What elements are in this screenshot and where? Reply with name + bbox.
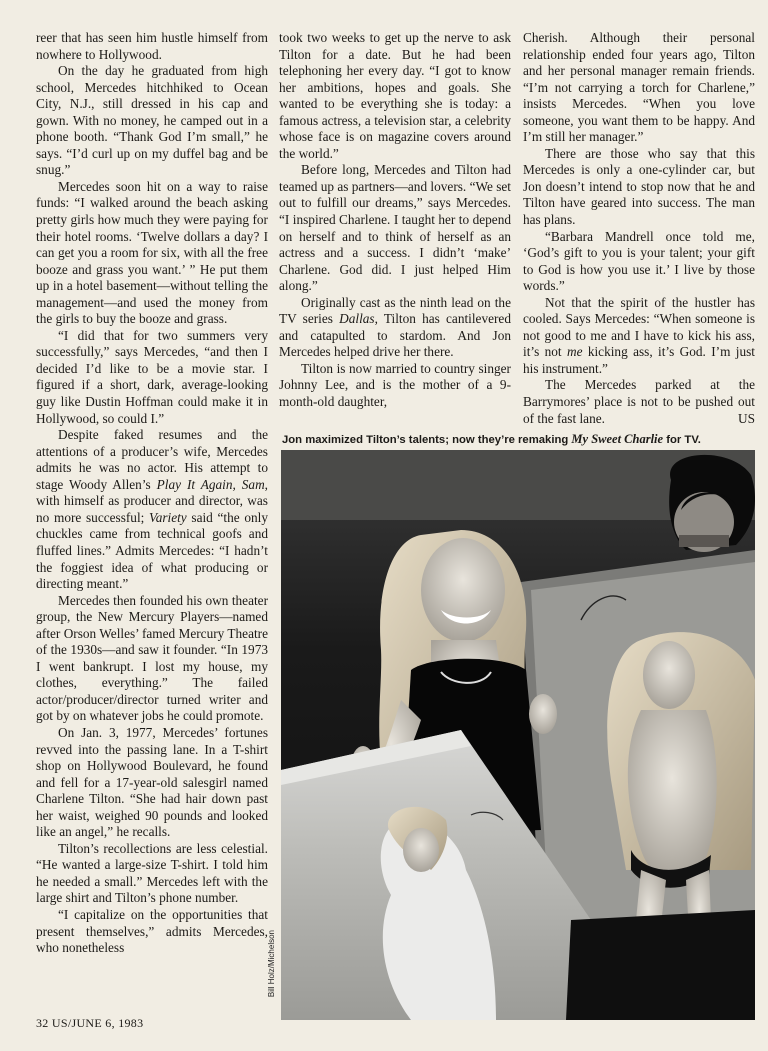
article-paragraph: Mercedes then founded his own theater group, the New Mercury Players—named after Orson Welles’ famed Mercury Theatre of the 1930s—and saw it founder. “In 1973 I went bankrupt. I lost my house, my clothes, everything.” The failed actor/producer/director turned writer and got by on whatever jobs he could promote. bbox=[36, 592, 268, 724]
photo bbox=[281, 450, 755, 1020]
caption-show-title: My Sweet Charlie bbox=[571, 432, 664, 446]
caption-text: Jon maximized Tilton’s talents; now they’re remaking bbox=[282, 434, 572, 446]
article-column-2 bbox=[279, 30, 511, 411]
caption-text-end: for TV. bbox=[663, 434, 701, 446]
article-paragraph: There are those who say that this Mercedes is only a one-cylinder car, but Jon doesn’t intend to stop now that he and Tilton have geared into success. The man has plans. bbox=[523, 145, 755, 228]
article-column-3 bbox=[523, 30, 755, 427]
article-paragraph: Not that the spirit of the hustler has cooled. Says Mercedes: “When someone is not good to me and I have to kick his ass, it’s not me kicking ass, it’s God. I’m just his instrument.” bbox=[523, 294, 755, 376]
article-paragraph: “Barbara Mandrell once told me, ‘God’s gift to you is your talent; your gift to God is how you use it.’ I live by those words.” bbox=[523, 228, 755, 294]
photo-credit: Bill Holz/Michelson bbox=[267, 930, 276, 998]
article-paragraph: Originally cast as the ninth lead on the TV series Dallas, Tilton has cantilevered and catapulted to stardom. And Jon Mercedes helped drive her there. bbox=[279, 294, 511, 360]
article-paragraph: took two weeks to get up the nerve to ask Tilton for a date. But he had been telephoning her every day. “I got to know her ambitions, hopes and goals. She wanted to be everything she is today: a famous actress, a television star, a celebrity whose face is on magazine covers around the world.” bbox=[279, 30, 511, 161]
photo-foreground bbox=[566, 910, 755, 1020]
article-paragraph: Before long, Mercedes and Tilton had teamed up as partners—and lovers. “We set out to fulfill our dreams,” says Mercedes. “I inspired Charlene. I taught her to depend on herself and to think of herself as an actress and a success. I didn’t ‘make’ Charlene. God did. I just helped Him along.” bbox=[279, 162, 511, 294]
page-folio: 32 US/JUNE 6, 1983 bbox=[36, 1016, 144, 1030]
article-paragraph: reer that has seen him hustle himself from nowhere to Hollywood. bbox=[36, 30, 268, 62]
article-paragraph: The Mercedes parked at the Barrymores’ place is not to be pushed out of the fast lane. bbox=[523, 377, 755, 426]
article-paragraph: “I did that for two summers very successfully,” says Mercedes, “and then I decided I’d like to be a movie star. I figured if a short, dark, average-looking guy like Dustin Hoffman could make it in Hollywood, so could I.” bbox=[36, 327, 268, 426]
article-paragraph: Despite faked resumes and the attentions of a producer’s wife, Mercedes admits he was no actor. His attempt to stage Woody Allen’s Play It Again, Sam, with himself as producer and director, was no more successful; Variety said “the only chuckles came from technical goofs and fluffed lines.” Admits Mercedes: “I hadn’t the foggiest idea of what producing or directing meant.” bbox=[36, 427, 268, 592]
article-paragraph: On Jan. 3, 1977, Mercedes’ fortunes revved into the passing lane. In a T-shirt shop on Hollywood Boulevard, he found and fell for a 17-year-old salesgirl named Charlene Tilton. “She had hair down past her waist, weighed 90 pounds and looked like an angel,” he recalls. bbox=[36, 724, 268, 840]
article-paragraph: Tilton’s recollections are less celestial. “He wanted a large-size T-shirt. I told him he needed a small.” Mercedes left with the large shirt and Tilton’s phone number. bbox=[36, 840, 268, 906]
article-column-1 bbox=[36, 30, 268, 957]
photo-caption bbox=[282, 432, 754, 447]
article-paragraph: Tilton is now married to country singer Johnny Lee, and is the mother of a 9-month-old daughter, bbox=[279, 360, 511, 410]
man-figure bbox=[669, 455, 755, 552]
article-paragraph: Cherish. Although their personal relationship ended four years ago, Tilton and her personal manager remain friends. “I’m not carrying a torch for Charlene,” insists Mercedes. “When you love someone, you want them to be happy. And I’m still her manager.” bbox=[523, 30, 755, 145]
article-paragraph: Mercedes soon hit on a way to raise funds: “I walked around the beach asking pretty girls how much they were paying for their hotel rooms. ‘Twelve dollars a day? I can get you a room for six, with all the free booze and grass you want.’ ” He put them up in a hotel basement—without telling the management—and used the money from the girls to buy the booze and grass. bbox=[36, 178, 268, 327]
photo-illustration bbox=[281, 450, 755, 1020]
article-paragraph: “I capitalize on the opportunities that present themselves,” admits Mercedes, who nonetheless bbox=[36, 906, 268, 956]
end-mark-wrap: US bbox=[738, 410, 755, 426]
article-paragraph: On the day he graduated from high school, Mercedes hitchhiked to Ocean City, N.J., still dressed in his cap and gown. With no money, he camped out in a phone booth. “Thank God I’m small,” he says. “I’d curl up on my duffel bag and be snug.” bbox=[36, 63, 268, 178]
